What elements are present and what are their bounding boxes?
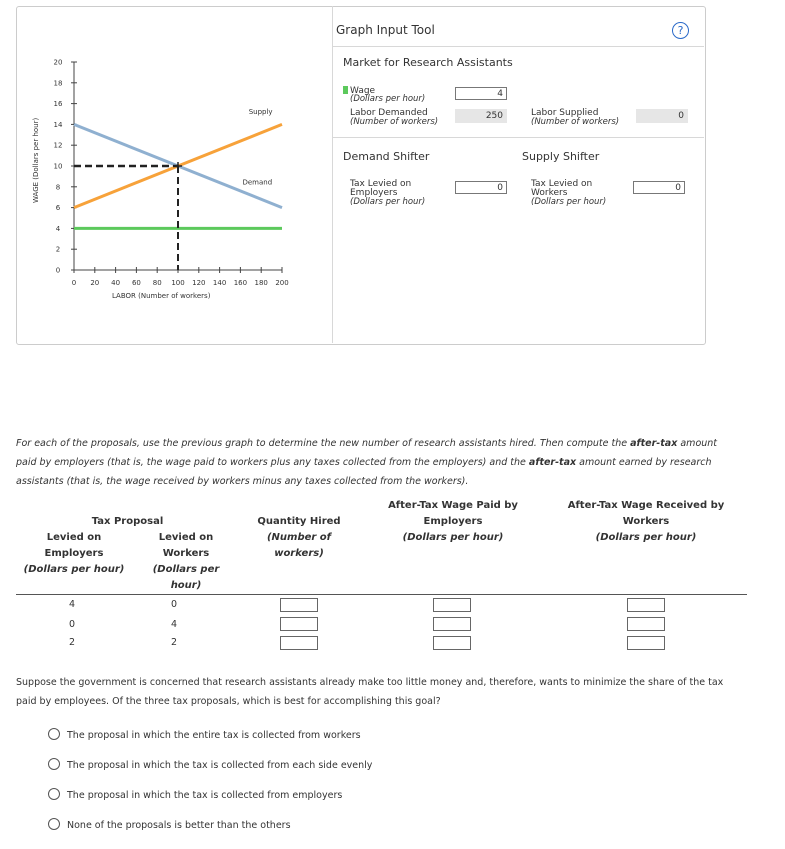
- x-tick-labels: [72, 279, 289, 287]
- wage-label: Wage: [343, 86, 375, 96]
- table-divider: [16, 594, 747, 595]
- demand-label: Demand: [242, 178, 273, 187]
- after-tax-paid-input[interactable]: [433, 598, 471, 612]
- tax-proposal-header: Tax Proposal: [91, 516, 164, 527]
- y-tick-label: 8: [55, 183, 61, 192]
- tax-workers-label: Tax Levied on: [531, 179, 593, 189]
- after-tax-paid-input[interactable]: [433, 617, 471, 631]
- wage-swatch-icon: [343, 86, 348, 94]
- y-tick-label: 18: [53, 79, 63, 88]
- x-tick-label: 80: [152, 279, 162, 287]
- workers-tax-cell: 2: [170, 637, 178, 648]
- instructions: For each of the proposals, use the previous graph to determine the new number of research assistants hired. Then compute the after-tax amount paid by employers (that is, the wage paid to workers plus any taxes collected from the employers) and the after-tax amount earned by research assistants (that is, the wage received by workers minus any taxes collected from the workers).: [16, 438, 718, 487]
- labor-demanded-label: Labor Demanded: [350, 108, 428, 118]
- labor-supplied-label: Labor Supplied: [531, 108, 599, 118]
- tax-employers-label: Tax Levied on: [350, 179, 412, 189]
- labor-demanded-unit: (Number of workers): [350, 117, 439, 127]
- option-none[interactable]: None of the proposals is better than the others: [48, 818, 291, 831]
- y-tick-label: 16: [53, 100, 63, 109]
- x-tick-label: 160: [233, 279, 248, 287]
- x-tick-label: 180: [254, 279, 268, 287]
- option-workers[interactable]: The proposal in which the entire tax is collected from workers: [48, 728, 361, 741]
- tax-workers-label-2: Workers: [531, 188, 568, 198]
- tax-employers-label-2: Employers: [350, 188, 398, 198]
- x-tick-label: 100: [171, 279, 185, 287]
- option-even[interactable]: The proposal in which the tax is collected from each side evenly: [48, 758, 372, 771]
- equilibrium-marker[interactable]: [174, 162, 182, 170]
- tax-employers-input[interactable]: 0: [455, 181, 507, 194]
- x-tick-label: 200: [275, 279, 289, 287]
- x-tick-label: 20: [90, 279, 100, 287]
- after-tax-paid-header: After-Tax Wage Paid by Employers (Dollars per hour): [388, 500, 518, 543]
- labor-market-chart[interactable]: [0, 0, 300, 345]
- labor-supplied-value: 0: [636, 109, 688, 123]
- y-tick-label: 2: [55, 245, 61, 254]
- y-tick-label: 12: [53, 141, 63, 150]
- labor-demanded-value: 250: [455, 109, 507, 123]
- x-tick-label: 0: [71, 279, 77, 287]
- tax-workers-unit: (Dollars per hour): [531, 197, 607, 207]
- question-text: Suppose the government is concerned that research assistants already make too little money and, therefore, wants to minimize the share of the tax paid by employees. Of the three tax proposals, which is best for accomplishing this goal?: [16, 677, 724, 707]
- graph-input-tool-title: Graph Input Tool: [336, 23, 435, 37]
- quantity-hired-input[interactable]: [280, 636, 318, 650]
- quantity-hired-input[interactable]: [280, 598, 318, 612]
- after-tax-received-input[interactable]: [627, 617, 665, 631]
- supply-label: Supply: [248, 108, 273, 116]
- after-tax-received-input[interactable]: [627, 636, 665, 650]
- wage-unit: (Dollars per hour): [350, 94, 426, 104]
- supply-shifter-title: Supply Shifter: [522, 150, 600, 163]
- y-axis-label: WAGE (Dollars per hour): [32, 117, 40, 203]
- labor-supplied-unit: (Number of workers): [531, 117, 620, 127]
- y-tick-label: 0: [55, 266, 61, 275]
- workers-tax-cell: 4: [170, 619, 178, 630]
- quantity-hired-input[interactable]: [280, 617, 318, 631]
- tool-divider: [332, 46, 704, 47]
- employers-tax-cell: 0: [68, 619, 76, 630]
- x-tick-label: 60: [131, 279, 141, 287]
- x-tick-label: 140: [212, 279, 227, 287]
- radio-button[interactable]: [48, 758, 60, 770]
- market-title: Market for Research Assistants: [343, 56, 513, 69]
- levied-employers-header: Levied on Employers (Dollars per hour): [23, 532, 125, 575]
- employers-tax-cell: 4: [68, 599, 76, 610]
- y-tick-labels: [54, 59, 63, 275]
- workers-tax-cell: 0: [170, 599, 178, 610]
- y-tick-label: 10: [53, 162, 63, 171]
- shifter-divider: [332, 137, 704, 138]
- radio-button[interactable]: [48, 728, 60, 740]
- quantity-hired-header: Quantity Hired (Number of workers): [257, 516, 341, 559]
- employers-tax-cell: 2: [68, 637, 76, 648]
- demand-shifter-title: Demand Shifter: [343, 150, 430, 163]
- y-tick-label: 14: [53, 120, 63, 129]
- panel-divider: [332, 6, 333, 343]
- x-axis-label: LABOR (Number of workers): [112, 292, 211, 300]
- wage-input[interactable]: 4: [455, 87, 507, 100]
- x-tick-label: 120: [192, 279, 206, 287]
- y-tick-label: 6: [55, 204, 61, 213]
- after-tax-paid-input[interactable]: [433, 636, 471, 650]
- help-icon[interactable]: ?: [672, 22, 689, 39]
- option-employers[interactable]: The proposal in which the tax is collected from employers: [48, 788, 342, 801]
- after-tax-received-input[interactable]: [627, 598, 665, 612]
- x-tick-label: 40: [111, 279, 121, 287]
- y-tick-label: 4: [55, 224, 61, 233]
- radio-button[interactable]: [48, 818, 60, 830]
- tax-workers-input[interactable]: 0: [633, 181, 685, 194]
- tax-employers-unit: (Dollars per hour): [350, 197, 426, 207]
- radio-button[interactable]: [48, 788, 60, 800]
- y-tick-label: 20: [53, 58, 63, 67]
- after-tax-received-header: After-Tax Wage Received by Workers (Dollars per hour): [567, 500, 725, 543]
- levied-workers-header: Levied on Workers (Dollars per hour): [152, 532, 220, 591]
